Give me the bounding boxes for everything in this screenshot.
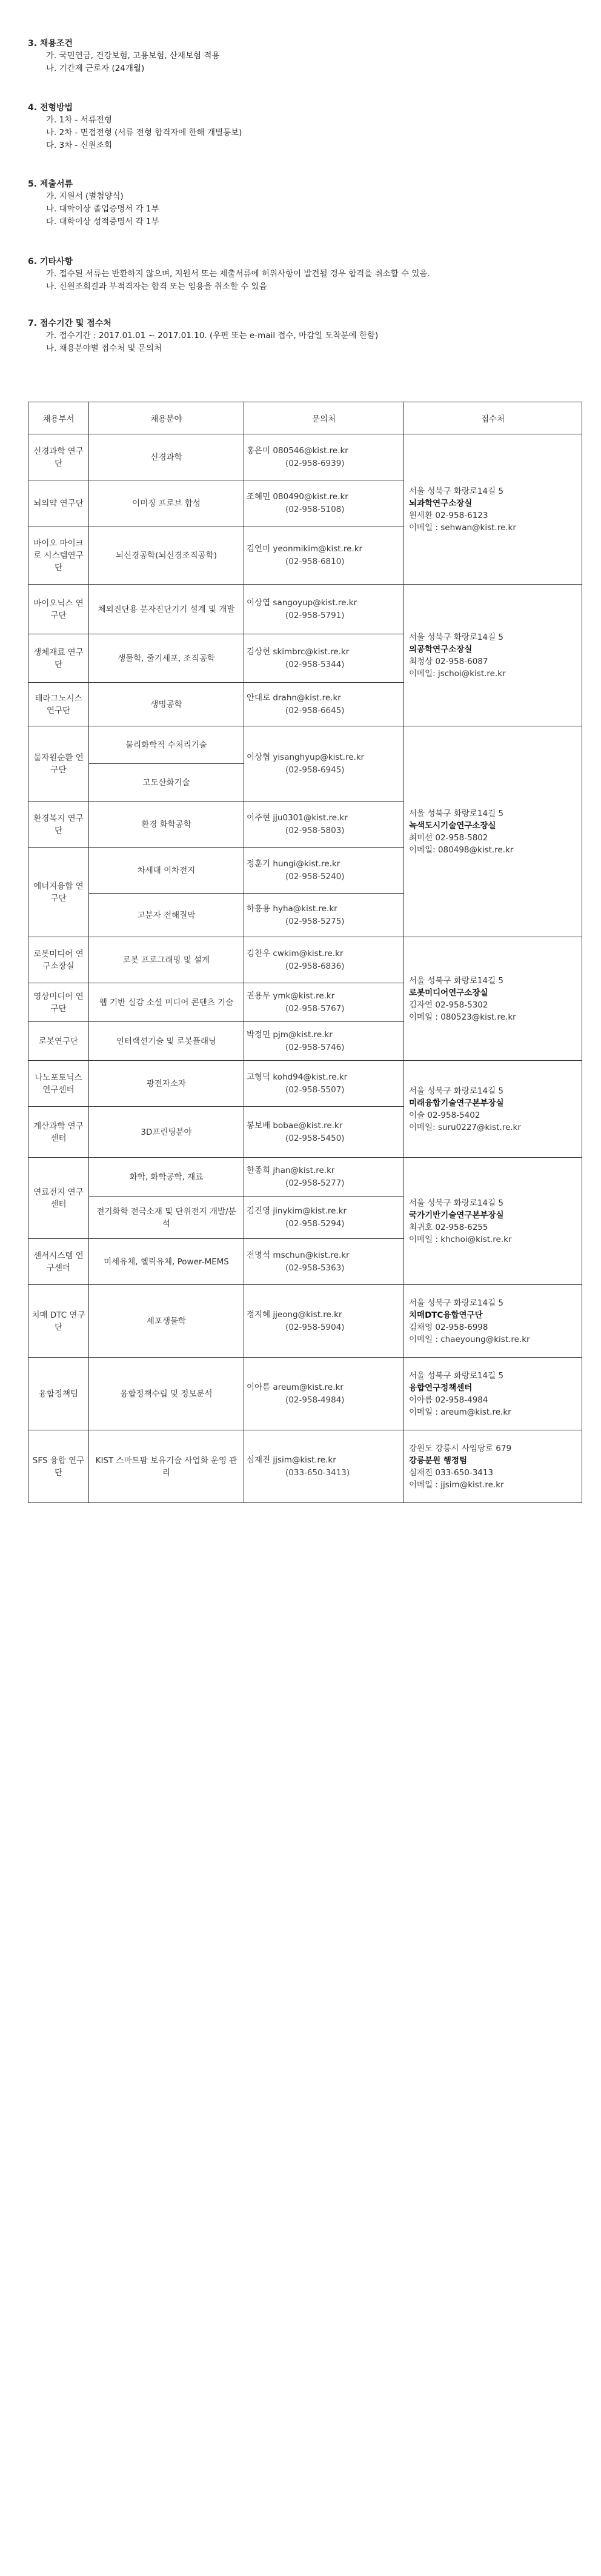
- field-cell: 미세유체, 헬릭유체, Power-MEMS: [89, 1239, 244, 1285]
- contact-cell: [244, 1061, 404, 1107]
- reception-org: 융합연구정책센터: [409, 1383, 473, 1393]
- section-title: 6. 기타사항: [28, 257, 73, 267]
- contact-email[interactable]: jinykim@kist.re.kr: [273, 1206, 347, 1216]
- dept-cell: 영상미디어 연구단: [28, 983, 89, 1022]
- dept-cell: 뇌의약 연구단: [28, 480, 89, 526]
- contact-phone: (02-958-5791): [285, 610, 345, 620]
- dept-cell: 바이오닉스 연구단: [28, 585, 89, 634]
- reception-org: 의공학연구소장실: [409, 644, 473, 654]
- section-employment-conditions: [28, 38, 219, 75]
- dept-cell: SFS 융합 연구단: [28, 1430, 89, 1503]
- section-item: 나. 채용분야별 접수처 및 문의처: [46, 344, 162, 353]
- header-field: 채용분야: [89, 402, 244, 434]
- section-item: 나. 2차 - 면접전형 (서류 전형 합격자에 한해 개별통보): [46, 128, 242, 138]
- recruitment-contact-table: [28, 402, 582, 1503]
- contact-cell: [244, 1158, 404, 1197]
- reception-cell: [404, 1061, 582, 1158]
- reception-cell: [404, 1430, 582, 1503]
- section-item: 나. 대학이상 졸업증명서 각 1부: [46, 204, 159, 214]
- contact-name: 김상헌: [247, 646, 271, 657]
- section-title: 7. 접수기간 및 접수처: [28, 319, 111, 328]
- contact-email[interactable]: sangoyup@kist.re.kr: [273, 597, 357, 608]
- contact-phone: (02-958-5344): [285, 659, 345, 669]
- dept-cell: 융합정책팀: [28, 1358, 89, 1430]
- dept-cell: 생체재료 연구단: [28, 634, 89, 683]
- contact-email[interactable]: jju0301@kist.re.kr: [273, 812, 348, 823]
- reception-cell: [404, 1285, 582, 1358]
- contact-cell: [244, 585, 404, 634]
- reception-contact: 최미선 02-958-5802: [409, 832, 488, 843]
- contact-name: 이주현: [247, 812, 271, 823]
- reception-cell: [404, 1358, 582, 1430]
- section-title: 3. 채용조건: [28, 39, 73, 48]
- contact-phone: (033-650-3413): [285, 1467, 350, 1478]
- reception-email[interactable]: 이메일: 080498@kist.re.kr: [409, 845, 514, 855]
- section-item: 다. 3차 - 신원조회: [46, 141, 112, 150]
- field-cell: 전기화학 전극소재 및 단위전지 개발/분석: [89, 1197, 244, 1239]
- reception-contact: 김자연 02-958-5302: [409, 1000, 488, 1010]
- reception-org: 뇌과학연구소장실: [409, 498, 473, 508]
- field-cell: 융합정책수립 및 정보분석: [89, 1358, 244, 1430]
- reception-email[interactable]: 이메일 : areum@kist.re.kr: [409, 1407, 511, 1417]
- contact-email[interactable]: hyha@kist.re.kr: [273, 903, 337, 914]
- contact-phone: (02-958-4984): [285, 1395, 345, 1405]
- field-cell: 이미징 프로브 합성: [89, 480, 244, 526]
- reception-address: 서울 성북구 화랑로14길 5: [409, 1370, 504, 1381]
- dept-cell: 연료전지 연구센터: [28, 1158, 89, 1239]
- reception-contact: 김채영 02-958-6998: [409, 1322, 488, 1332]
- dept-cell: 로봇연구단: [28, 1022, 89, 1061]
- reception-contact: 원세환 02-958-6123: [409, 510, 488, 520]
- dept-cell: 물자원순환 연구단: [28, 726, 89, 802]
- section-item: 가. 접수된 서류는 반환하지 않으며, 지원서 또는 제출서류에 허위사항이 발견될 경우 합격을 취소할 수 있음.: [46, 269, 430, 279]
- reception-address: 서울 성북구 화랑로14길 5: [409, 632, 504, 642]
- field-cell: 화학, 화학공학, 재료: [89, 1158, 244, 1197]
- contact-cell: [244, 1430, 404, 1503]
- contact-phone: (02-958-5108): [285, 504, 345, 514]
- reception-address: 서울 성북구 화랑로14길 5: [409, 808, 504, 818]
- reception-cell: [404, 937, 582, 1061]
- contact-email[interactable]: areum@kist.re.kr: [273, 1382, 344, 1392]
- reception-contact: 이슬 02-958-5402: [409, 1110, 480, 1120]
- table-row: [28, 1285, 582, 1358]
- reception-org: 녹색도시기술연구소장실: [409, 820, 496, 831]
- section-item: 가. 지원서 (별첨양식): [46, 191, 124, 201]
- field-cell: 광전자소자: [89, 1061, 244, 1107]
- section-title: 4. 전형방법: [28, 103, 73, 113]
- contact-phone: (02-958-5277): [285, 1178, 345, 1188]
- contact-cell: [244, 894, 404, 937]
- reception-org: 국가기반기술연구본부장실: [409, 1210, 504, 1220]
- contact-phone: (02-958-5746): [285, 1042, 345, 1052]
- contact-phone: (02-958-6836): [285, 961, 345, 971]
- reception-address: 서울 성북구 화랑로14길 5: [409, 1298, 504, 1308]
- section-other-notes: [28, 256, 430, 293]
- contact-phone: (02-958-5904): [285, 1322, 345, 1332]
- section-application-period: [28, 317, 378, 355]
- table-row: [28, 937, 582, 983]
- contact-cell: [244, 802, 404, 848]
- contact-phone: (02-958-6810): [285, 556, 345, 566]
- contact-email[interactable]: yeonmikim@kist.re.kr: [273, 543, 363, 554]
- contact-cell: [244, 726, 404, 802]
- contact-name: 정지혜: [247, 1309, 271, 1320]
- reception-address: 서울 성북구 화랑로14길 5: [409, 1198, 504, 1208]
- contact-name: 심재진: [247, 1455, 271, 1465]
- dept-cell: 바이오 마이크로 시스템연구단: [28, 526, 89, 585]
- contact-name: 이상협: [247, 752, 271, 762]
- table-row: [28, 726, 582, 764]
- dept-cell: 환경복지 연구단: [28, 802, 89, 848]
- contact-email[interactable]: 080490@kist.re.kr: [273, 491, 348, 502]
- contact-cell: [244, 1197, 404, 1239]
- table-row: [28, 1061, 582, 1107]
- contact-name: 이상엽: [247, 597, 271, 608]
- reception-address: 강원도 강릉시 사임당로 679: [409, 1443, 512, 1453]
- dept-cell: 로봇미디어 연구소장실: [28, 937, 89, 983]
- field-cell: 환경 화학공학: [89, 802, 244, 848]
- field-cell: 신경과학: [89, 434, 244, 480]
- contact-name: 박정민: [247, 1029, 271, 1040]
- contact-email[interactable]: jjeong@kist.re.kr: [273, 1309, 342, 1320]
- contact-phone: (02-958-5363): [285, 1263, 345, 1273]
- reception-address: 서울 성북구 화랑로14길 5: [409, 975, 504, 986]
- reception-cell: [404, 1158, 582, 1285]
- field-cell: 차세대 이차전지: [89, 848, 244, 894]
- field-cell: 웹 기반 실감 소셜 미디어 콘텐츠 기술: [89, 983, 244, 1022]
- reception-contact: 최귀호 02-958-6255: [409, 1222, 488, 1232]
- table-row: [28, 434, 582, 480]
- contact-phone: (02-958-5450): [285, 1133, 345, 1143]
- reception-cell: [404, 434, 582, 585]
- header-contact: 문의처: [244, 402, 404, 434]
- contact-cell: [244, 480, 404, 526]
- contact-email[interactable]: jjsim@kist.re.kr: [273, 1455, 336, 1465]
- contact-email[interactable]: skimbrc@kist.re.kr: [273, 646, 350, 657]
- contact-name: 김찬우: [247, 948, 271, 958]
- reception-org: 강릉분원 행정팀: [409, 1455, 467, 1466]
- table-row: [28, 1158, 582, 1197]
- dept-cell: 테라그노시스 연구단: [28, 683, 89, 726]
- contact-email[interactable]: yisanghyup@kist.re.kr: [273, 752, 365, 762]
- section-item: 나. 신원조회결과 부적격자는 합격 또는 임용을 취소할 수 있음: [46, 282, 267, 291]
- contact-name: 한종희: [247, 1165, 271, 1175]
- field-cell: 3D프린팅분야: [89, 1107, 244, 1158]
- contact-phone: (02-958-6939): [285, 458, 345, 468]
- reception-org: 치매DTC융합연구단: [409, 1310, 483, 1320]
- contact-name: 권용무: [247, 991, 271, 1001]
- dept-cell: 나노포토닉스 연구센터: [28, 1061, 89, 1107]
- contact-email[interactable]: mschun@kist.re.kr: [273, 1250, 350, 1260]
- contact-name: 김연미: [247, 543, 271, 554]
- section-item: 다. 대학이상 성적증명서 각 1부: [46, 217, 159, 227]
- table-header-row: [28, 402, 582, 434]
- field-cell: 고분자 전해질막: [89, 894, 244, 937]
- field-cell: 뇌신경공학(뇌신경조직공학): [89, 526, 244, 585]
- section-item: 가. 국민연금, 건강보험, 고용보험, 산재보험 적용: [46, 51, 220, 61]
- field-cell: 세포생물학: [89, 1285, 244, 1358]
- contact-name: 홍은미: [247, 445, 271, 456]
- section-required-documents: [28, 178, 159, 228]
- contact-email[interactable]: kohd94@kist.re.kr: [273, 1072, 348, 1082]
- contact-cell: [244, 634, 404, 683]
- contact-phone: (02-958-5767): [285, 1003, 345, 1014]
- field-cell: 생명공학: [89, 683, 244, 726]
- contact-cell: [244, 1285, 404, 1358]
- contact-cell: [244, 1239, 404, 1285]
- contact-phone: (02-958-5507): [285, 1084, 345, 1095]
- dept-cell: 신경과학 연구단: [28, 434, 89, 480]
- reception-email[interactable]: 이메일 : khchoi@kist.re.kr: [409, 1234, 512, 1244]
- reception-cell: [404, 726, 582, 937]
- reception-org: 로봇미디어연구소장실: [409, 988, 488, 998]
- contact-cell: [244, 1022, 404, 1061]
- reception-email[interactable]: 이메일 : 080523@kist.re.kr: [409, 1012, 516, 1022]
- reception-address: 서울 성북구 화랑로14길 5: [409, 1086, 504, 1096]
- reception-contact: 최정상 02-958-6087: [409, 656, 488, 666]
- section-title: 5. 제출서류: [28, 179, 73, 189]
- section-selection-process: [28, 102, 242, 152]
- dept-cell: 에너지융합 연구단: [28, 848, 89, 937]
- contact-name: 정훈기: [247, 858, 271, 869]
- contact-name: 안대로: [247, 692, 271, 703]
- contact-email[interactable]: jhan@kist.re.kr: [273, 1165, 335, 1175]
- contact-name: 이아름: [247, 1382, 271, 1392]
- contact-email[interactable]: drahn@kist.re.kr: [273, 692, 341, 703]
- header-department: 채용부서: [28, 402, 89, 434]
- reception-cell: [404, 585, 582, 726]
- field-cell: 생물학, 줄기세포, 조직공학: [89, 634, 244, 683]
- contact-cell: [244, 683, 404, 726]
- section-item: 가. 접수기간 : 2017.01.01 ~ 2017.01.10. (우편 또는 e-mail 접수, 마감일 도착분에 한함): [46, 331, 379, 340]
- contact-cell: [244, 1358, 404, 1430]
- dept-cell: 치매 DTC 연구단: [28, 1285, 89, 1358]
- contact-phone: (02-958-5294): [285, 1218, 345, 1229]
- field-cell: 인터랙션기술 및 로봇플래닝: [89, 1022, 244, 1061]
- contact-cell: [244, 983, 404, 1022]
- contact-email[interactable]: bobae@kist.re.kr: [273, 1120, 343, 1130]
- dept-cell: 계산과학 연구센터: [28, 1107, 89, 1158]
- contact-phone: (02-958-5803): [285, 825, 345, 835]
- contact-cell: [244, 937, 404, 983]
- table-row: [28, 1430, 582, 1503]
- field-cell: KIST 스마트팜 보유기술 사업화 운영 관리: [89, 1430, 244, 1503]
- reception-address: 서울 성북구 화랑로14길 5: [409, 486, 504, 496]
- section-item: 나. 기간제 근로자 (24개월): [46, 64, 145, 73]
- field-cell: 고도산화기술: [89, 764, 244, 802]
- contact-email[interactable]: hungi@kist.re.kr: [273, 858, 340, 869]
- contact-name: 봉보배: [247, 1120, 271, 1130]
- reception-email[interactable]: 이메일: suru0227@kist.re.kr: [409, 1122, 521, 1132]
- reception-contact: 심재진 033-650-3413: [409, 1467, 494, 1478]
- contact-name: 김진영: [247, 1206, 271, 1216]
- reception-contact: 이아름 02-958-4984: [409, 1395, 488, 1405]
- section-item: 가. 1차 - 서류전형: [46, 115, 112, 125]
- dept-cell: 센서시스템 연구센터: [28, 1239, 89, 1285]
- contact-email[interactable]: cwkim@kist.re.kr: [273, 948, 344, 958]
- contact-name: 조혜민: [247, 491, 271, 502]
- field-cell: 물리화학적 수처리기술: [89, 726, 244, 764]
- contact-cell: [244, 848, 404, 894]
- header-reception: 접수처: [404, 402, 582, 434]
- contact-phone: (02-958-6645): [285, 705, 345, 715]
- table-row: [28, 1358, 582, 1430]
- contact-email[interactable]: 080546@kist.re.kr: [273, 445, 348, 456]
- contact-cell: [244, 1107, 404, 1158]
- table-row: [28, 585, 582, 634]
- reception-email[interactable]: 이메일 : chaeyoung@kist.re.kr: [409, 1334, 530, 1344]
- contact-name: 하흥용: [247, 903, 271, 914]
- field-cell: 체외진단용 분자진단기기 설계 및 개발: [89, 585, 244, 634]
- contact-name: 전명석: [247, 1250, 271, 1260]
- contact-cell: [244, 434, 404, 480]
- reception-email[interactable]: 이메일: jschoi@kist.re.kr: [409, 668, 506, 679]
- contact-phone: (02-958-5240): [285, 871, 345, 881]
- reception-email[interactable]: 이메일 : jjsim@kist.re.kr: [409, 1479, 504, 1490]
- reception-email[interactable]: 이메일 : sehwan@kist.re.kr: [409, 522, 516, 533]
- field-cell: 로봇 프로그래밍 및 설계: [89, 937, 244, 983]
- contact-email[interactable]: ymk@kist.re.kr: [273, 991, 335, 1001]
- reception-org: 미래융합기술연구본부장실: [409, 1098, 504, 1108]
- contact-cell: [244, 526, 404, 585]
- contact-phone: (02-958-5275): [285, 916, 345, 926]
- contact-name: 고형덕: [247, 1072, 271, 1082]
- contact-phone: (02-958-6945): [285, 765, 345, 775]
- contact-email[interactable]: pjm@kist.re.kr: [273, 1029, 333, 1040]
